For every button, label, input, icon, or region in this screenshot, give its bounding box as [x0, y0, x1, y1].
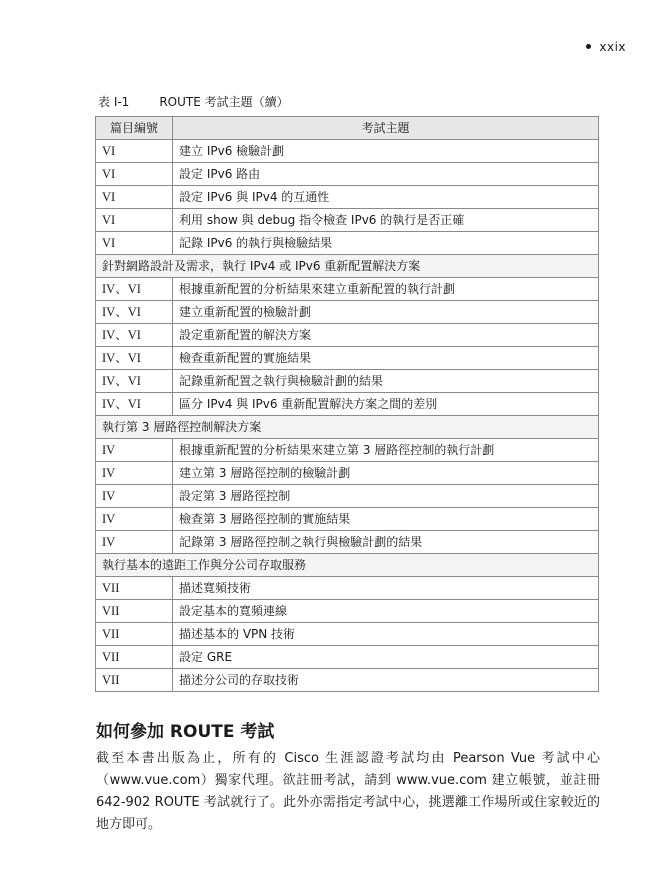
topic-cell: 區分 IPv4 與 IPv6 重新配置解決方案之間的差別 [173, 393, 599, 416]
table-caption [98, 93, 289, 110]
topic-cell: 檢查重新配置的實施結果 [173, 347, 599, 370]
table-row [96, 462, 599, 485]
table-group-row [96, 416, 599, 439]
section-paragraph: 截至本書出版為止，所有的 Cisco 生涯認證考試均由 Pearson Vue 考試中心（www.vue.com）獨家代理。欲註冊考試，請到 www.vue.com 建立帳號，並註冊 642-902 ROUTE 考試就行了。此外亦需指定考試中心，挑選離工作場所或住家較近的地方即可。 [96, 751, 600, 832]
topic-cell: 建立重新配置的檢驗計劃 [173, 301, 599, 324]
group-title: 執行第 3 層路徑控制解決方案 [96, 416, 599, 439]
topic-cell: 記錄重新配置之執行與檢驗計劃的結果 [173, 370, 599, 393]
section-heading: 如何參加 ROUTE 考試 [96, 722, 275, 742]
topic-cell: 設定 IPv6 路由 [173, 163, 599, 186]
table-group-row [96, 554, 599, 577]
table-row [96, 209, 599, 232]
topic-cell: 檢查第 3 層路徑控制的實施結果 [173, 508, 599, 531]
group-title: 針對網路設計及需求，執行 IPv4 或 IPv6 重新配置解決方案 [96, 255, 599, 278]
table-group-row [96, 255, 599, 278]
unit-cell: VII [96, 623, 173, 646]
table-row [96, 370, 599, 393]
table-row [96, 232, 599, 255]
topic-cell: 設定 GRE [173, 646, 599, 669]
topic-cell: 建立 IPv6 檢驗計劃 [173, 140, 599, 163]
table-row [96, 140, 599, 163]
topic-cell: 描述基本的 VPN 技術 [173, 623, 599, 646]
table-row [96, 439, 599, 462]
table-row [96, 600, 599, 623]
topic-cell: 根據重新配置的分析結果來建立重新配置的執行計劃 [173, 278, 599, 301]
topic-cell: 根據重新配置的分析結果來建立第 3 層路徑控制的執行計劃 [173, 439, 599, 462]
page-number-text: xxix [599, 40, 626, 54]
unit-cell: VI [96, 232, 173, 255]
table-row [96, 347, 599, 370]
column-header-topic: 考試主題 [173, 117, 599, 140]
topic-cell: 建立第 3 層路徑控制的檢驗計劃 [173, 462, 599, 485]
table-row [96, 623, 599, 646]
unit-cell: VII [96, 600, 173, 623]
table-row [96, 163, 599, 186]
topic-cell: 設定基本的寬頻連線 [173, 600, 599, 623]
table-row [96, 393, 599, 416]
unit-cell: IV、VI [96, 347, 173, 370]
topic-cell: 設定第 3 層路徑控制 [173, 485, 599, 508]
unit-cell: VII [96, 646, 173, 669]
unit-cell: IV、VI [96, 278, 173, 301]
bullet-dot-icon [586, 44, 591, 49]
table-row [96, 324, 599, 347]
group-title: 執行基本的遠距工作與分公司存取服務 [96, 554, 599, 577]
table-row [96, 646, 599, 669]
topic-cell: 設定 IPv6 與 IPv4 的互通性 [173, 186, 599, 209]
table-row [96, 669, 599, 692]
unit-cell: VI [96, 163, 173, 186]
unit-cell: IV、VI [96, 393, 173, 416]
table-caption-title: ROUTE 考試主題（續） [159, 95, 289, 109]
table-header-row [96, 117, 599, 140]
table-row [96, 577, 599, 600]
topic-cell: 描述寬頻技術 [173, 577, 599, 600]
exam-topics-table [95, 116, 599, 692]
topic-cell: 利用 show 與 debug 指令檢查 IPv6 的執行是否正確 [173, 209, 599, 232]
unit-cell: VI [96, 186, 173, 209]
unit-cell: VII [96, 577, 173, 600]
unit-cell: IV [96, 462, 173, 485]
topic-cell: 記錄 IPv6 的執行與檢驗結果 [173, 232, 599, 255]
unit-cell: VI [96, 209, 173, 232]
page-number [586, 40, 626, 54]
unit-cell: VII [96, 669, 173, 692]
unit-cell: IV、VI [96, 324, 173, 347]
unit-cell: IV、VI [96, 370, 173, 393]
table-row [96, 508, 599, 531]
column-header-unit: 篇目編號 [96, 117, 173, 140]
table-row [96, 485, 599, 508]
table-row [96, 531, 599, 554]
table-caption-label: 表 I-1 [98, 95, 130, 109]
unit-cell: IV [96, 508, 173, 531]
unit-cell: IV [96, 439, 173, 462]
table-row [96, 186, 599, 209]
topic-cell: 描述分公司的存取技術 [173, 669, 599, 692]
unit-cell: IV [96, 531, 173, 554]
table-row [96, 278, 599, 301]
unit-cell: IV、VI [96, 301, 173, 324]
table-row [96, 301, 599, 324]
unit-cell: VI [96, 140, 173, 163]
topic-cell: 設定重新配置的解決方案 [173, 324, 599, 347]
topic-cell: 記錄第 3 層路徑控制之執行與檢驗計劃的結果 [173, 531, 599, 554]
unit-cell: IV [96, 485, 173, 508]
